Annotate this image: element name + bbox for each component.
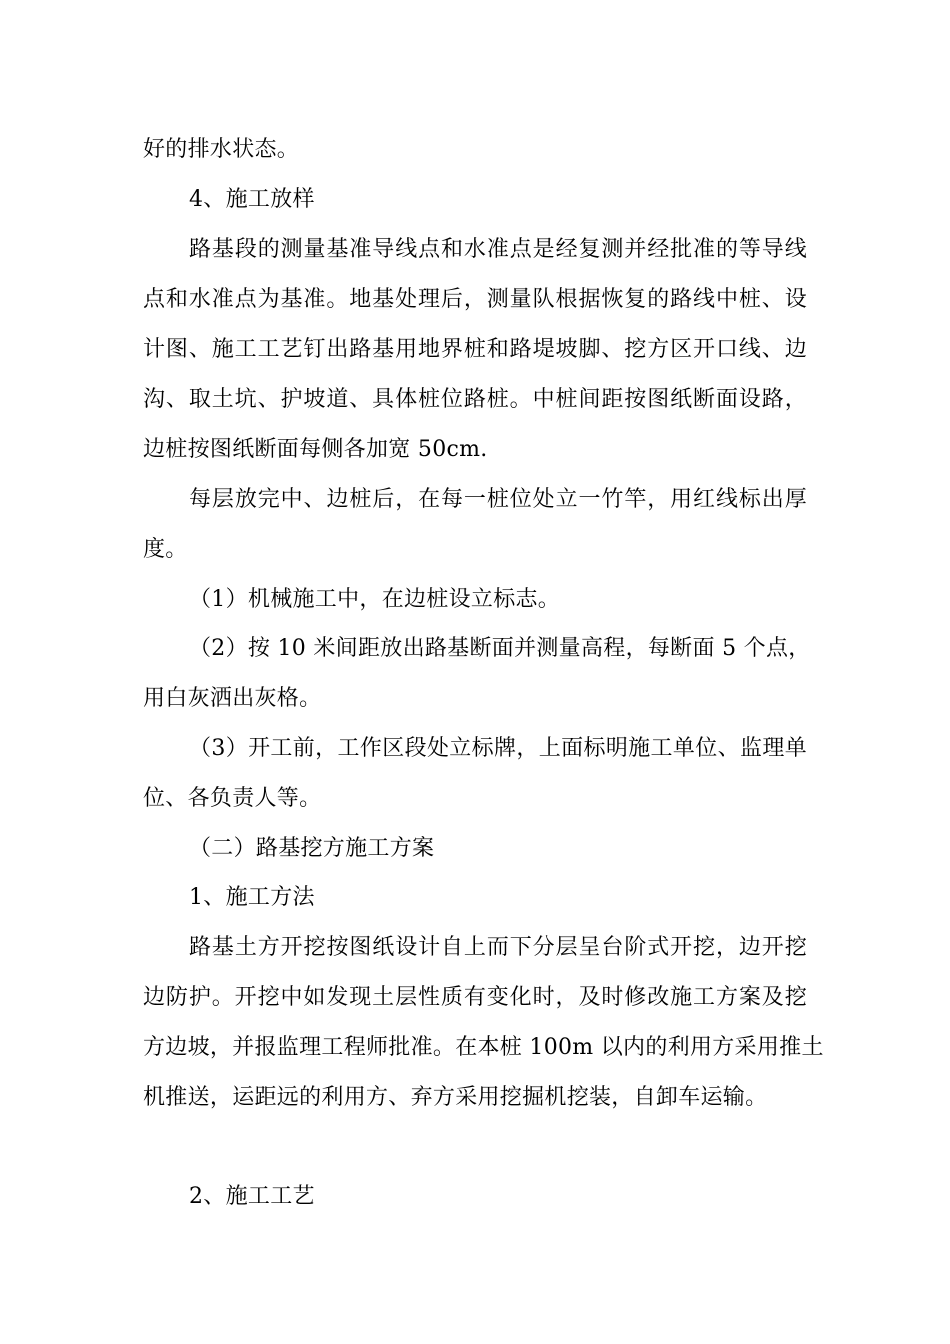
text-line: 方边坡，并报监理工程师批准。在本桩 100m 以内的利用方采用推土 <box>143 1035 824 1060</box>
text-line: 度。 <box>143 537 188 562</box>
text-line: 位、各负责人等。 <box>143 786 322 811</box>
text-line: 用白灰洒出灰格。 <box>143 686 322 711</box>
text-line: 每层放完中、边桩后，在每一桩位处立一竹竿，用红线标出厚 <box>189 487 807 512</box>
list-item: （1）机械施工中，在边桩设立标志。 <box>189 587 561 612</box>
text-line: 边防护。开挖中如发现土层性质有变化时，及时修改施工方案及挖 <box>143 985 807 1010</box>
section-heading: （二）路基挖方施工方案 <box>189 836 435 861</box>
text-line: 沟、取土坑、护坡道、具体桩位路桩。中桩间距按图纸断面设路， <box>143 387 807 412</box>
text-line: 边桩按图纸断面每侧各加宽 50cm. <box>143 437 488 462</box>
list-item: （2）按 10 米间距放出路基断面并测量高程，每断面 5 个点， <box>189 636 811 661</box>
text-line: 路基段的测量基准导线点和水准点是经复测并经批准的等导线 <box>189 237 807 262</box>
list-item: （3）开工前，工作区段处立标牌，上面标明施工单位、监理单 <box>189 736 807 761</box>
text-line: 好的排水状态。 <box>143 137 300 162</box>
text-line: 路基土方开挖按图纸设计自上而下分层呈台阶式开挖，边开挖 <box>189 935 807 960</box>
text-line: 机推送，运距远的利用方、弃方采用挖掘机挖装，自卸车运输。 <box>143 1085 768 1110</box>
text-line: 计图、施工工艺钉出路基用地界桩和路堤坡脚、挖方区开口线、边 <box>143 337 807 362</box>
text-line: 点和水准点为基准。地基处理后，测量队根据恢复的路线中桩、设 <box>143 287 807 312</box>
section-heading: 2、施工工艺 <box>189 1184 315 1209</box>
section-heading: 4、施工放样 <box>189 187 315 212</box>
section-heading: 1、施工方法 <box>189 885 315 910</box>
